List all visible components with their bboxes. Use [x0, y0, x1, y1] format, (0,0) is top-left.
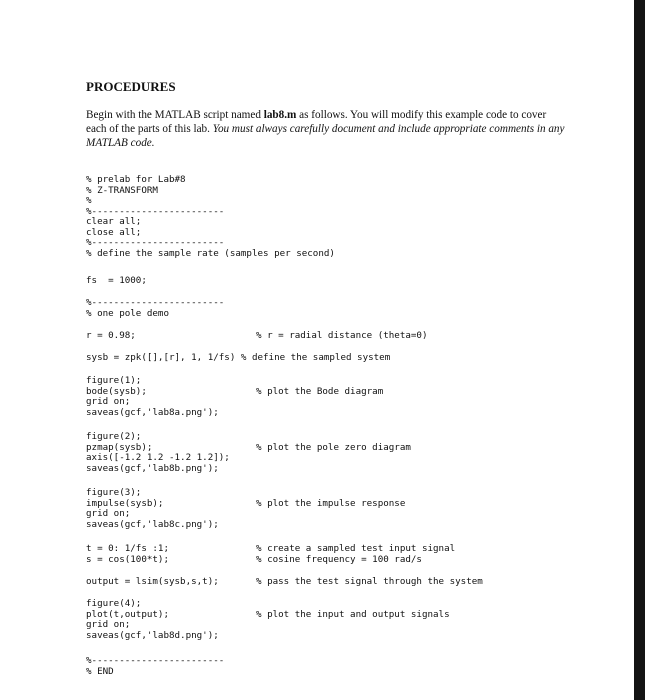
code-text: % define the sample rate (samples per second)	[86, 247, 335, 259]
code-text: % Z-TRANSFORM	[86, 184, 158, 196]
code-text: % one pole demo	[86, 307, 169, 319]
window-edge	[634, 0, 645, 700]
code-text: r = 0.98;	[86, 330, 136, 341]
code-comment: % create a sampled test input signal	[256, 543, 456, 554]
code-block-lsim	[86, 577, 546, 588]
code-text: % END	[86, 665, 114, 677]
code-line	[86, 207, 546, 218]
code-text: figure(3);	[86, 487, 142, 498]
code-text: axis([-1.2 1.2 -1.2 1.2]);	[86, 452, 230, 463]
code-line	[86, 331, 546, 342]
code-block-pzmap	[86, 432, 546, 474]
code-text: output = lsim(sysb,s,t);	[86, 576, 219, 587]
code-line	[86, 276, 546, 287]
code-line	[86, 249, 546, 260]
code-line	[86, 667, 546, 678]
code-line	[86, 610, 546, 621]
code-block-header	[86, 175, 546, 259]
code-block-system	[86, 353, 546, 364]
code-text: figure(1);	[86, 375, 142, 386]
code-line	[86, 186, 546, 197]
code-text: plot(t,output);	[86, 608, 169, 620]
intro-text-2: as follows. You will modify this example code to cover each of the parts of this lab.	[86, 109, 547, 135]
code-text: %------------------------	[86, 237, 225, 248]
code-text: %	[86, 195, 92, 206]
code-line	[86, 432, 546, 443]
code-line	[86, 387, 546, 398]
intro-text-1: Begin with the MATLAB script named	[86, 109, 264, 121]
intro-emphasis: You must always carefully document and include appropriate comments in any MATLAB code.	[86, 123, 565, 149]
code-line	[86, 577, 546, 588]
section-heading: PROCEDURES	[86, 79, 176, 94]
script-name: lab8.m	[263, 109, 297, 121]
code-text: % prelab for Lab#8	[86, 174, 186, 185]
code-text: close all;	[86, 226, 142, 238]
code-comment: % cosine frequency = 100 rad/s	[256, 553, 422, 565]
intro-paragraph	[86, 108, 566, 150]
code-block-test-signal	[86, 544, 546, 565]
code-text: clear all;	[86, 216, 142, 227]
code-block-end	[86, 656, 546, 677]
code-text: saveas(gcf,'lab8a.png');	[86, 406, 219, 418]
code-block-impulse	[86, 488, 546, 530]
code-text: saveas(gcf,'lab8b.png');	[86, 462, 219, 474]
code-block-bode	[86, 376, 546, 418]
code-comment: % plot the Bode diagram	[256, 385, 384, 397]
code-line	[86, 376, 546, 387]
code-text: t = 0: 1/fs :1;	[86, 543, 169, 554]
code-text: %------------------------	[86, 297, 225, 308]
code-line	[86, 656, 546, 667]
code-text: figure(2);	[86, 431, 142, 442]
code-text: %------------------------	[86, 205, 225, 217]
code-line	[86, 408, 546, 419]
code-text: fs = 1000;	[86, 275, 147, 286]
code-comment: % r = radial distance (theta=0)	[256, 330, 428, 341]
code-text: grid on;	[86, 396, 131, 407]
code-text: impulse(sysb);	[86, 497, 164, 509]
code-text: saveas(gcf,'lab8d.png');	[86, 629, 219, 641]
code-block-plot	[86, 599, 546, 641]
code-line	[86, 631, 546, 642]
code-line	[86, 353, 546, 364]
code-text: %------------------------	[86, 655, 225, 666]
code-line	[86, 555, 546, 566]
code-line	[86, 499, 546, 510]
code-text: sysb = zpk([],[r], 1, 1/fs) % define the sampled system	[86, 352, 391, 363]
code-text: grid on;	[86, 619, 131, 630]
code-text: figure(4);	[86, 598, 142, 609]
code-line	[86, 520, 546, 531]
code-block-one-pole	[86, 298, 546, 319]
code-comment: % plot the pole zero diagram	[256, 441, 411, 453]
code-text: saveas(gcf,'lab8c.png');	[86, 518, 219, 530]
code-line	[86, 309, 546, 320]
code-text: grid on;	[86, 508, 131, 519]
code-line	[86, 217, 546, 228]
code-text: pzmap(sysb);	[86, 441, 153, 453]
code-block-radius	[86, 331, 546, 342]
code-text: bode(sysb);	[86, 385, 147, 397]
code-line	[86, 464, 546, 475]
code-text: s = cos(100*t);	[86, 553, 169, 565]
code-block-fs	[86, 276, 546, 287]
code-comment: % plot the impulse response	[256, 497, 406, 509]
code-comment: % pass the test signal through the system	[256, 576, 483, 587]
code-comment: % plot the input and output signals	[256, 608, 450, 620]
